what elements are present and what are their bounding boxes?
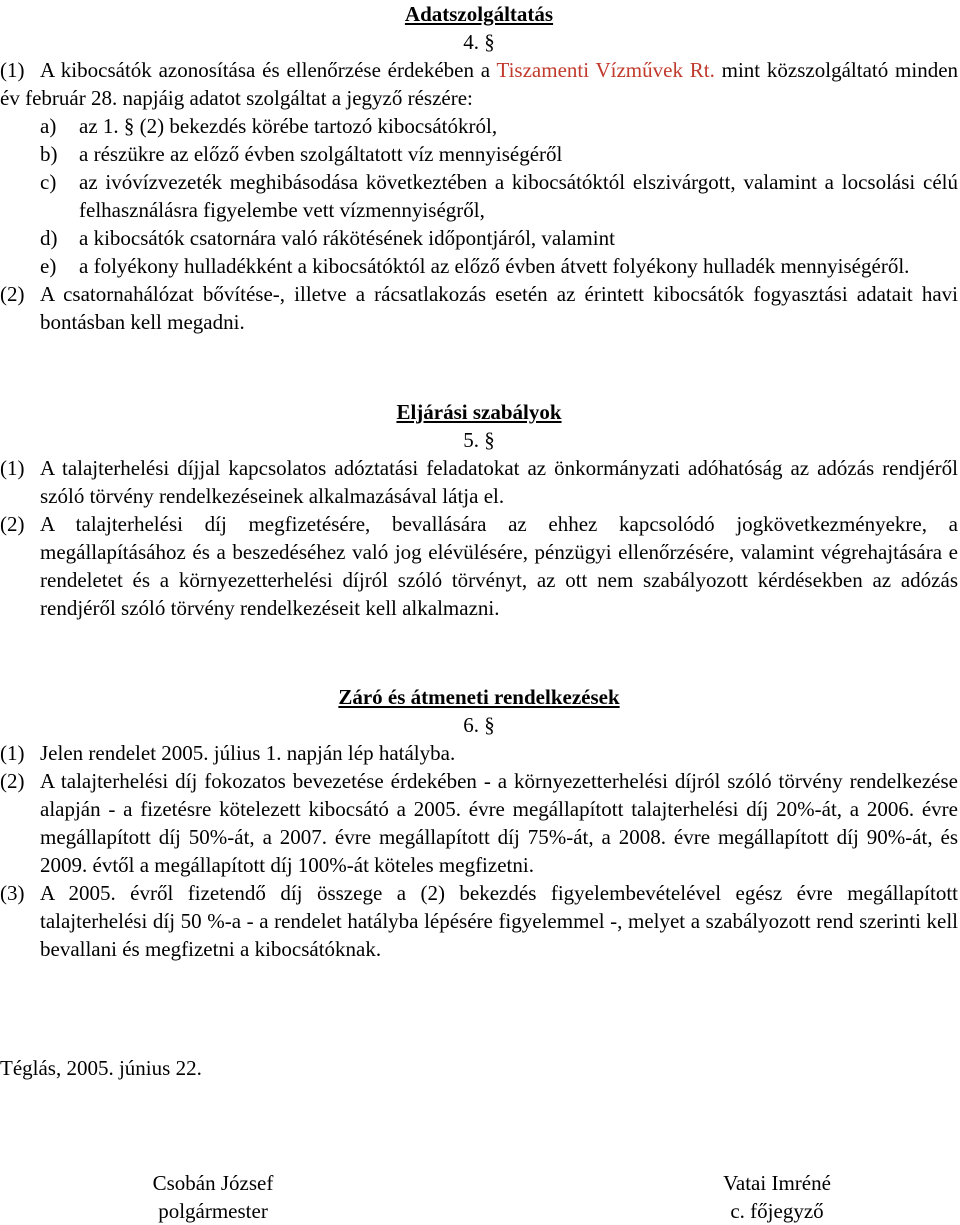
paragraph-text: Jelen rendelet 2005. július 1. napján lép hatályba. (40, 741, 456, 765)
section-6-paragraph-1 (0, 739, 958, 767)
list-item-b (0, 140, 958, 168)
paragraph-text (0, 56, 958, 112)
section-4-paragraph-1 (0, 56, 958, 112)
section-4-paragraph-2 (0, 280, 958, 336)
signatory-name: Vatai Imréné (723, 1171, 831, 1195)
signature-left (118, 1169, 308, 1225)
section-5 (0, 398, 958, 622)
paragraph-text-a: A kibocsátók azonosítása és ellenőrzése érdekében a (40, 58, 497, 82)
section-5-number: 5. § (463, 428, 495, 452)
paragraph-text: A csatornahálózat bővítése-, illetve a rácsatlakozás esetén az érintett kibocsátók fogyasztási adatait havi bontásban kell megadni. (40, 282, 958, 334)
section-6 (0, 683, 958, 963)
list-item-text: a részükre az előző évben szolgáltatott víz mennyiségéről (79, 142, 563, 166)
paragraph-text-b: mint közszolgáltató minden év február 28. napjáig adatot szolgáltat a jegyző részére: (0, 58, 959, 110)
paragraph-marker: (2) (0, 282, 25, 306)
list-marker: c) (40, 170, 57, 194)
paragraph-text: A talajterhelési díj fokozatos bevezetése érdekében - a környezetterhelési díjról szóló törvény rendelkezése alapján - a fizetésre kötelezett kibocsátó a 2005. évre megállapított talajterhelési díj 20%-át, a 2006. évre megállapított díj 50%-át, a 2007. évre megállapított díj 75%-át, a 2008. évre megállapított díj 90%-át, és 2009. évtől a megállapított díj 100%-át köteles megfizetni. (40, 769, 958, 877)
paragraph-marker: (1) (0, 456, 25, 480)
section-4 (0, 0, 958, 336)
list-item-e (0, 252, 958, 280)
signatory-title: c. főjegyző (730, 1199, 824, 1223)
section-6-paragraph-2 (0, 767, 958, 879)
list-item-c (0, 168, 958, 224)
list-item-text: a folyékony hulladékként a kibocsátóktól az előző évben átvett folyékony hulladék mennyiségéről. (79, 254, 910, 278)
section-4-number: 4. § (463, 30, 495, 54)
list-item-text: a kibocsátók csatornára való rákötésének időpontjáról, valamint (79, 226, 615, 250)
signatory-title: polgármester (158, 1199, 268, 1223)
list-item-text: az ivóvízvezeték meghibásodása következtében a kibocsátóktól elszivárgott, valamint a locsolási célú felhasználásra figyelembe vett vízmennyiségről, (79, 170, 958, 222)
list-marker: a) (40, 114, 57, 138)
paragraph-marker: (1) (0, 58, 25, 82)
paragraph-marker: (1) (0, 741, 25, 765)
paragraph-marker: (2) (0, 512, 25, 536)
signatory-name: Csobán József (152, 1171, 274, 1195)
signature-right (682, 1169, 872, 1225)
list-item-d (0, 224, 958, 252)
paragraph-text: A talajterhelési díjjal kapcsolatos adóztatási feladatokat az önkormányzati adóhatóság az adózás rendjéről szóló törvény rendelkezéseinek alkalmazásával látja el. (40, 456, 958, 508)
paragraph-text: A talajterhelési díj megfizetésére, bevallására az ehhez kapcsolódó jogkövetkezményekre, a megállapításához és a beszedéséhez való jog elévülésére, pénzügyi ellenőrzésére, valamint végrehajtására e rendeletet és a környezetterhelési díjról szóló törvényt, az ott nem szabályozott kérdésekben az adózás rendjéről szóló törvény rendelkezéseit kell alkalmazni. (40, 512, 958, 620)
section-6-heading: Záró és átmeneti rendelkezések (338, 685, 620, 709)
section-5-paragraph-2 (0, 510, 958, 622)
provider-name-highlight: Tiszamenti Vízművek Rt. (496, 58, 715, 82)
paragraph-marker: (3) (0, 881, 25, 905)
section-5-paragraph-1 (0, 454, 958, 510)
paragraph-text: A 2005. évről fizetendő díj összege a (2) bekezdés figyelembevételével egész évre megállapított talajterhelési díj 50 %-a - a rendelet hatályba lépésére figyelemmel -, melyet a szabályozott rend szerinti kell bevallani és megfizetni a kibocsátóknak. (40, 881, 958, 961)
list-marker: d) (40, 226, 58, 250)
paragraph-marker: (2) (0, 769, 25, 793)
section-5-heading: Eljárási szabályok (396, 400, 562, 424)
section-6-paragraph-3 (0, 879, 958, 963)
list-item-a (0, 112, 958, 140)
place-date: Téglás, 2005. június 22. (0, 1056, 202, 1080)
section-6-number: 6. § (463, 713, 495, 737)
list-item-text: az 1. § (2) bekezdés körébe tartozó kibocsátókról, (79, 114, 498, 138)
list-marker: e) (40, 254, 57, 278)
section-4-heading: Adatszolgáltatás (404, 2, 554, 26)
list-marker: b) (40, 142, 58, 166)
